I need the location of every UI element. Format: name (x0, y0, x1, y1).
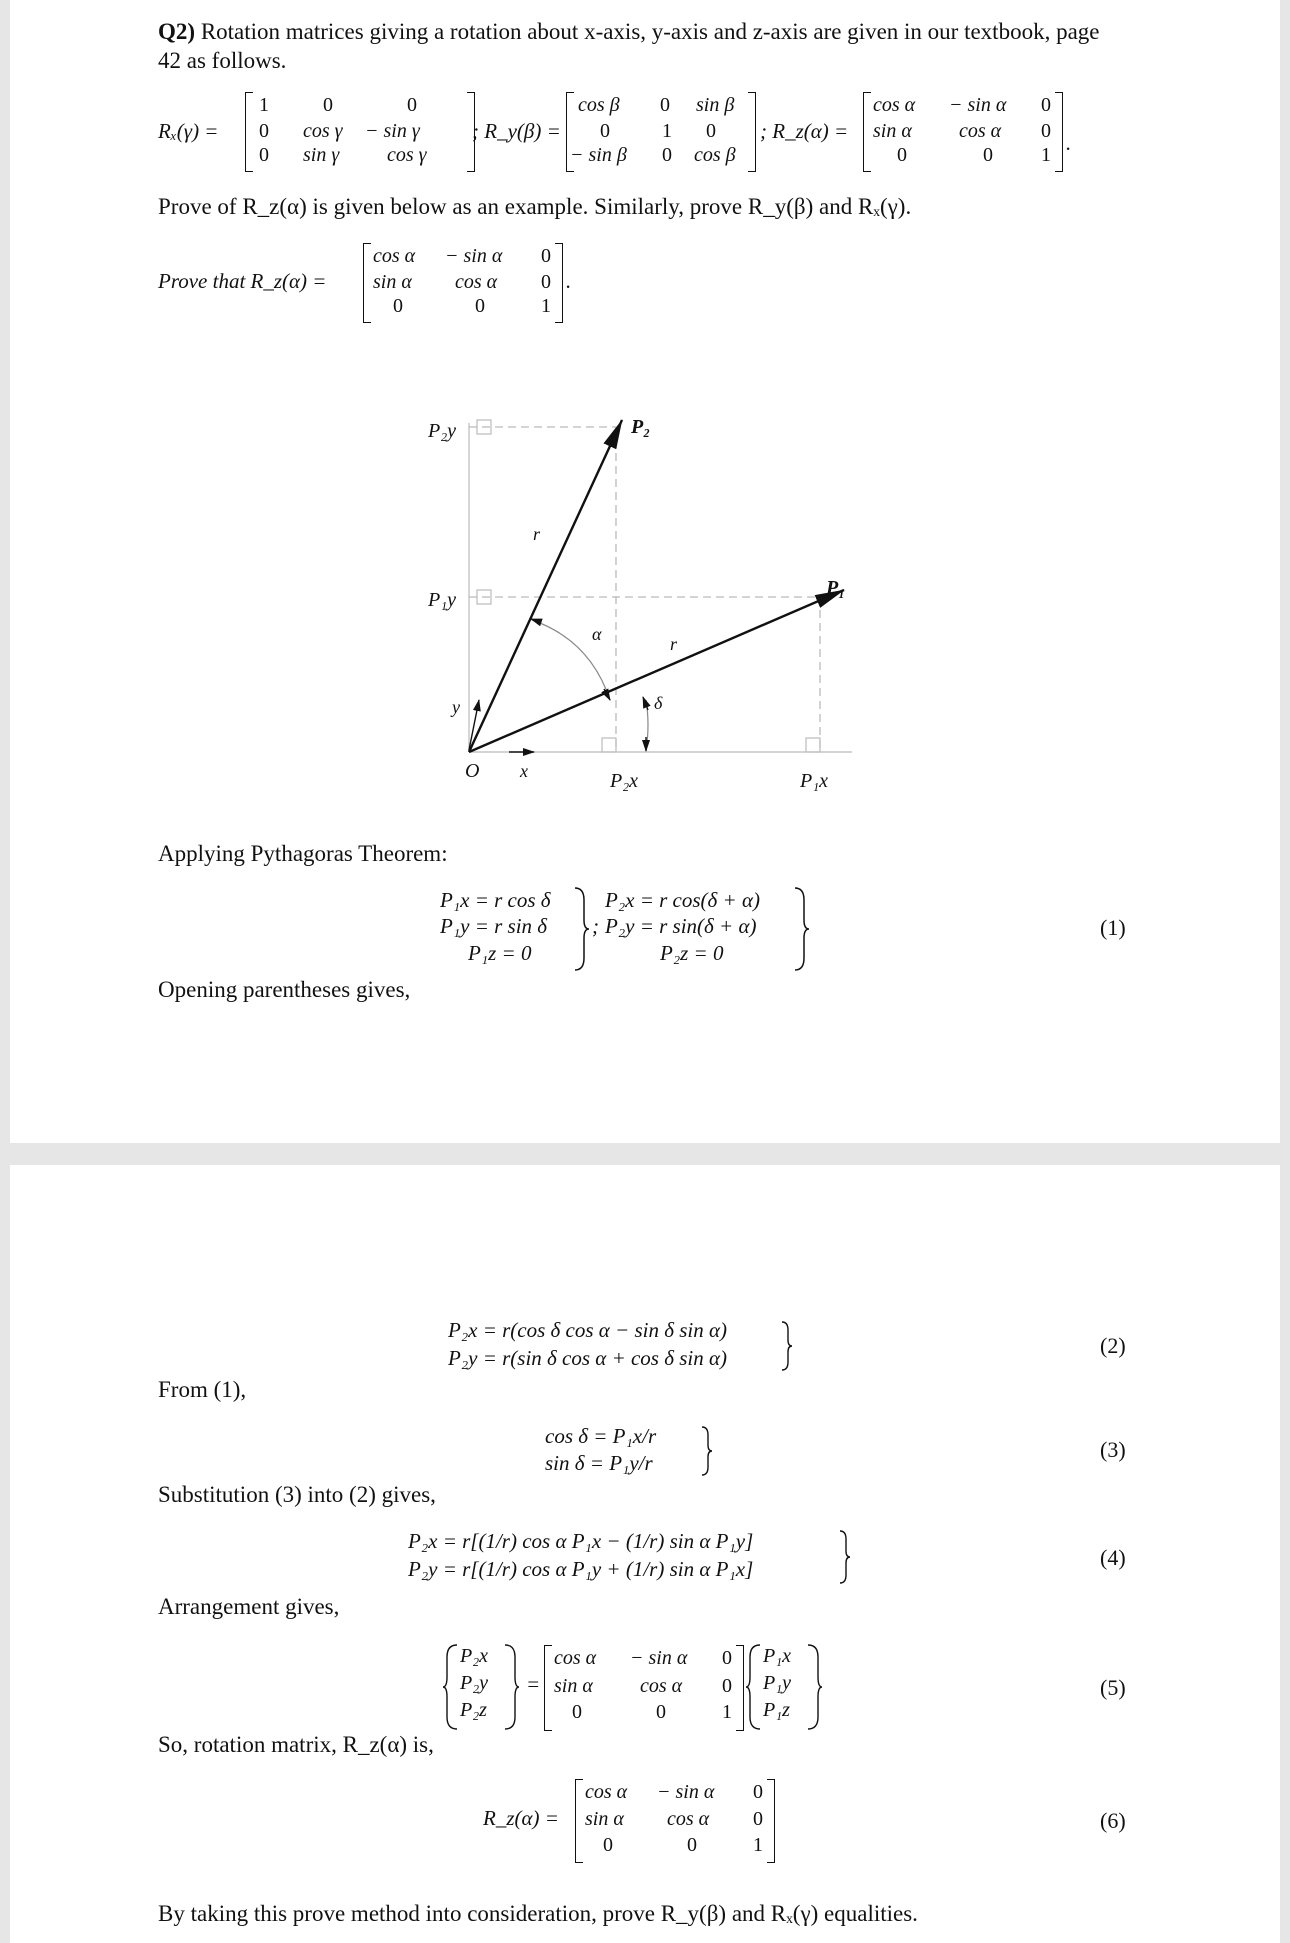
eq6-matrix-cell: cos α (667, 1808, 710, 1830)
rx-cell: 1 (259, 94, 269, 116)
prove-cell: 0 (541, 245, 551, 267)
ry-cell: 0 (662, 144, 672, 166)
eq6-lhs: R_z(α) = (483, 1806, 559, 1830)
eq6-matrix-cell: − sin α (657, 1781, 715, 1803)
rz-cell: 1 (1041, 144, 1051, 166)
eq1-brace-1 (572, 886, 590, 972)
from1-text: From (1), (158, 1377, 247, 1402)
eq5-matrix-cell: cos α (554, 1647, 597, 1669)
rz-cell: 0 (1041, 94, 1051, 116)
eq5-equals: = (526, 1672, 541, 1696)
ry-cell: cos β (578, 94, 620, 116)
eq6-matrix-cell: 0 (753, 1781, 763, 1803)
page-1 (10, 0, 1280, 1143)
eq6-matrix-cell: 0 (753, 1808, 763, 1830)
eq5-rhs-cell: P₁x (763, 1645, 792, 1667)
rz-cell: 0 (897, 144, 907, 166)
prove-note: Prove of R_z(α) is given below as an example. Similarly, prove R_y(β) and Rₓ(γ). (158, 194, 912, 219)
rz-cell: − sin α (949, 94, 1007, 116)
label-p2y: P₂y (428, 420, 457, 442)
ry-cell: 0 (706, 120, 716, 142)
eq5-lhs-cell: P₂y (460, 1672, 489, 1694)
rx-cell: 0 (259, 144, 269, 166)
eq3-line-2: sin δ = P₁y/r (545, 1451, 653, 1475)
prove-cell: 0 (541, 271, 551, 293)
pythagoras-text: Applying Pythagoras Theorem: (158, 841, 448, 866)
eq5-matrix-cell: cos α (640, 1675, 683, 1697)
label-r-mid: r (670, 634, 678, 654)
substitution-text: Substitution (3) into (2) gives, (158, 1482, 436, 1507)
eq6-matrix-cell: 0 (603, 1834, 613, 1856)
ry-cell: cos β (694, 144, 736, 166)
ry-cell: − sin β (570, 144, 627, 166)
question-intro-2: 42 as follows. (158, 48, 287, 73)
prove-cell: − sin α (445, 245, 503, 267)
prove-cell: 0 (393, 295, 403, 317)
rz-cell: cos α (873, 94, 916, 116)
ry-cell: 1 (662, 120, 672, 142)
rx-cell: sin γ (303, 144, 340, 166)
eq5-matrix-cell: 1 (722, 1701, 732, 1723)
eq1-p1z: P₁z = 0 (468, 941, 532, 965)
rz-period: . (1066, 131, 1072, 155)
rz-cell: cos α (959, 120, 1002, 142)
rz-cell: sin α (873, 120, 912, 142)
page-2 (10, 1165, 1280, 1943)
eq5-rhs-cell: P₁y (763, 1672, 792, 1694)
eq5-matrix-cell: 0 (722, 1647, 732, 1669)
vector-p1 (469, 590, 844, 752)
rz-cell: 0 (983, 144, 993, 166)
eq2-number: (2) (1100, 1333, 1126, 1358)
right-angle-mark (806, 738, 820, 752)
prove-period: . (566, 269, 572, 293)
label-p2x: P₂x (610, 770, 639, 792)
ry-cell: 0 (660, 94, 670, 116)
eq4-line-2: P₂y = r[(1/r) cos α P₁y + (1/r) sin α P₁x] (408, 1557, 754, 1581)
eq5-number: (5) (1100, 1675, 1126, 1700)
label-y: y (452, 697, 460, 717)
eq2-line-1: P₂x = r(cos δ cos α − sin δ sin α) (448, 1318, 728, 1342)
rz-lhs: ; R_z(α) = (760, 119, 849, 143)
eq5-matrix-cell: sin α (554, 1675, 593, 1697)
eq6-matrix-cell: 1 (753, 1834, 763, 1856)
delta-arrow-start (643, 697, 648, 710)
vector-p2 (469, 420, 622, 752)
eq1-p2y: P₂y = r sin(δ + α) (605, 914, 757, 938)
label-delta: δ (654, 693, 663, 713)
eq5-lhs-cell: P₂z (460, 1699, 487, 1721)
prove-cell: cos α (373, 245, 416, 267)
final-instruction: By taking this prove method into consideration, prove R_y(β) and Rₓ(γ) equalities. (158, 1901, 918, 1926)
label-alpha: α (592, 624, 602, 644)
prove-cell: 1 (541, 295, 551, 317)
rx-cell: 0 (407, 94, 417, 116)
label-p1x: P₁x (800, 770, 829, 792)
label-r-top: r (533, 524, 541, 544)
so-rotation-text: So, rotation matrix, R_z(α) is, (158, 1732, 434, 1757)
eq6-matrix-cell: cos α (585, 1781, 628, 1803)
ry-cell: 0 (600, 120, 610, 142)
arrangement-text: Arrangement gives, (158, 1594, 340, 1619)
right-angle-mark (602, 738, 616, 752)
eq2-brace (780, 1320, 794, 1372)
eq1-p1y: P₁y = r sin δ (440, 914, 548, 938)
label-p1: P₁ (826, 577, 846, 599)
eq1-number: (1) (1100, 915, 1126, 940)
eq5-lhs-cell: P₂x (460, 1645, 489, 1667)
eq6-matrix-cell: sin α (585, 1808, 624, 1830)
rx-cell: 0 (323, 94, 333, 116)
eq5-matrix (544, 1645, 744, 1731)
eq4-line-1: P₂x = r[(1/r) cos α P₁x − (1/r) sin α P₁y] (408, 1529, 754, 1553)
label-p1y: P₁y (428, 589, 457, 611)
eq5-matrix-cell: − sin α (630, 1647, 688, 1669)
eq5-matrix-cell: 0 (722, 1675, 732, 1697)
label-p2: P₂ (631, 416, 651, 438)
ry-cell: sin β (696, 94, 735, 116)
prove-cell: cos α (455, 271, 498, 293)
eq3-number: (3) (1100, 1437, 1126, 1462)
eq4-brace (838, 1529, 852, 1585)
eq4-number: (4) (1100, 1545, 1126, 1570)
eq1-brace-2 (792, 886, 810, 972)
rotation-diagram (10, 0, 1280, 820)
rx-cell: cos γ (387, 144, 427, 166)
eq6-matrix-cell: 0 (687, 1834, 697, 1856)
ry-lhs: ; R_y(β) = (472, 119, 561, 143)
eq6-number: (6) (1100, 1808, 1126, 1833)
eq1-p2x: P₂x = r cos(δ + α) (605, 888, 760, 912)
eq5-matrix-cell: 0 (656, 1701, 666, 1723)
eq1-p2z: P₂z = 0 (660, 941, 724, 965)
prove-cell: 0 (475, 295, 485, 317)
rx-cell: cos γ (303, 120, 343, 142)
eq1-semicolon: ; (592, 914, 599, 938)
question-intro: Rotation matrices giving a rotation about x-axis, y-axis and z-axis are given in our textbook, page (200, 19, 1100, 44)
prove-cell: sin α (373, 271, 412, 293)
eq6-matrix (575, 1779, 775, 1863)
opening-text: Opening parentheses gives, (158, 977, 411, 1002)
label-x: x (520, 761, 528, 781)
label-origin: O (465, 760, 480, 782)
eq1-p1x: P₁x = r cos δ (440, 888, 551, 912)
rx-lhs: Rₓ(γ) = (158, 119, 219, 143)
rx-cell: 0 (259, 120, 269, 142)
rx-cell: − sin γ (365, 120, 420, 142)
eq5-rhs-cell: P₁z (763, 1699, 790, 1721)
prove-that-lhs: Prove that R_z(α) = (158, 269, 327, 293)
eq3-line-1: cos δ = P₁x/r (545, 1424, 657, 1448)
rz-cell: 0 (1041, 120, 1051, 142)
eq2-line-2: P₂y = r(sin δ cos α + cos δ sin α) (448, 1346, 728, 1370)
eq3-brace (700, 1425, 714, 1477)
eq5-matrix-cell: 0 (572, 1701, 582, 1723)
question-label: Q2) (158, 19, 196, 44)
